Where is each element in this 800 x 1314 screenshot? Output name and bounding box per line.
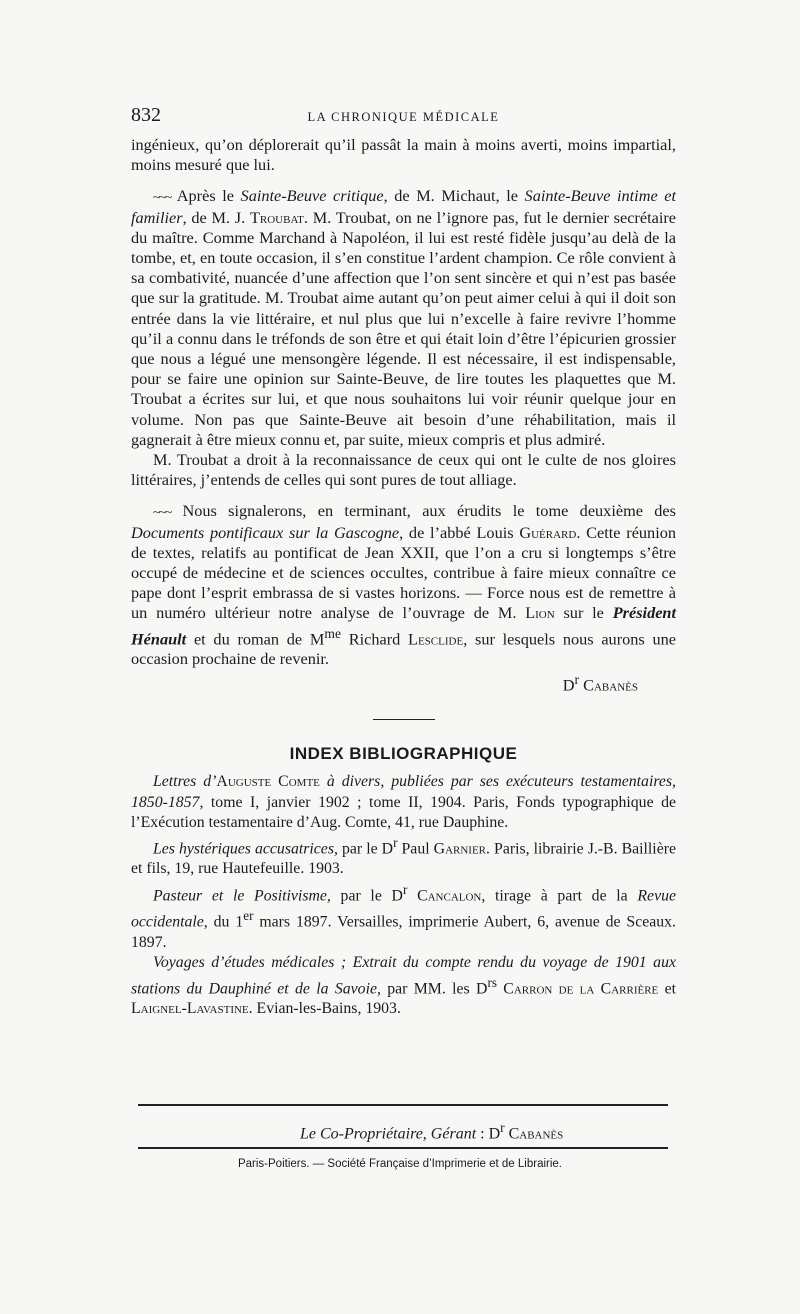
paragraph-sainte-beuve: ~~~ Après le Sainte-Beuve critique, de M. Michaut, le Sainte-Beuve intime et familier, de M. J. Troubat. M. Troubat, on ne l’ignore pas, fut le dernier secrétaire du maître. Comme Marchand à Napoléon, il lui est resté fidèle jusqu’au delà de la tombe, et, en toute occasion, il s’en constitue l’ardent champion. Ce rôle convient à sa combativité, nuancée d’une affection que l’on sent sincère et qui n’est pas basée que sur la gratitude. M. Troubat aime autant qu’on peut aimer celui à qui il doit son entrée dans la vie littéraire, et nul plus que lui n’excelle à faire revivre l’homme qu’il a connu dans le tréfonds de son être et qui était loin d’être l’épicurien grossier que nous a légué une mensongère légende. Il est nécessaire, il est indispensable, pour se faire une opinion sur Sainte-Beuve, de lire toutes les plaquettes que M. Troubat a écrites sur lui, et que nous souhaitons lui voir réunir quelque jour en volume. Non pas que Sainte-Beuve ait besoin d’une réhabilitation, mais il gagnerait à être mieux connu et, par suite, mieux compris et plus admiré.	[131, 186, 677, 449]
page-header	[131, 104, 676, 130]
index-entry-voyages: Voyages d’études médicales ; Extrait du compte rendu du voyage de 1901 aux stations du Dauphiné et de la Savoie, par MM. les $D^{rs}$ Carron de la Carrière et Laignel-Lavastine. Evian-les-Bains, 1903.	[131, 953, 677, 1018]
page-number: 832	[131, 104, 161, 126]
ornament-tilde: ~~~	[153, 189, 172, 205]
index-title: INDEX BIBLIOGRAPHIQUE	[289, 744, 518, 764]
running-head: LA CHRONIQUE MÉDICALE	[307, 110, 500, 124]
footer-rule-bottom	[138, 1147, 668, 1149]
paragraph-troubat: M. Troubat a droit à la reconnaissance de ceux qui ont le culte de nos gloires littéraires, j’entends de celles qui sont pures de tout alliage.	[131, 450, 676, 490]
printer-imprint: Paris-Poitiers. — Société Française d’Imprimerie et de Librairie.	[237, 1158, 563, 1170]
index-entry-garnier: Les hystériques accusatrices, par le $D^r$ Paul Garnier. Paris, librairie J.-B. Baillière et fils, 19, rue Hautefeuille. 1903.	[131, 834, 676, 878]
author-signature: $D^r$ Cabanès	[562, 671, 638, 694]
ornament-tilde: ~~~	[153, 504, 172, 520]
paragraph-continuation: ingénieux, qu’on déplorerait qu’il passât la main à moins averti, moins impartial, moins mesuré que lui.	[131, 135, 676, 175]
index-entry-cancalon: Pasteur et le Positivisme, par le $D^r$ Cancalon, tirage à part de la Revue occidentale, du 1er mars 1897. Versailles, imprimerie Aubert, 6, avenue de Sceaux. 1897.	[131, 881, 676, 951]
paragraph-documents: ~~~ Nous signalerons, en terminant, aux érudits le tome deuxième des Documents pontificaux sur la Gascogne, de l’abbé Louis Guérard. Cette réunion de textes, relatifs au pontificat de Jean XXII, que l’on a cru si longtemps s’être occupé de médecine et de sciences occultes, contribue à faire mieux connaître ce pape dont l’esprit embrassa de si vastes horizons. — Force nous est de remettre à un numéro ultérieur notre analyse de l’ouvrage de M. Lion sur le Président Hénault et du roman de $M^{me}$ Richard Lesclide, sur lesquels nous aurons une occasion prochaine de revenir.	[131, 501, 677, 669]
article-body	[131, 135, 676, 1020]
section-divider	[373, 719, 435, 720]
footer-rule-top	[138, 1104, 668, 1106]
index-entry-comte: Lettres d’Auguste Comte à divers, publiées par ses exécuteurs testamentaires, 1850-1857, tome I, janvier 1902 ; tome II, 1904. Paris, Fonds typographique de l’Exécution testamentaire d’Aug. Comte, 41, rue Dauphine.	[131, 773, 677, 831]
gerant-signature: Le Co-Propriétaire, Gérant : $D^r$ Cabanès	[300, 1120, 564, 1143]
